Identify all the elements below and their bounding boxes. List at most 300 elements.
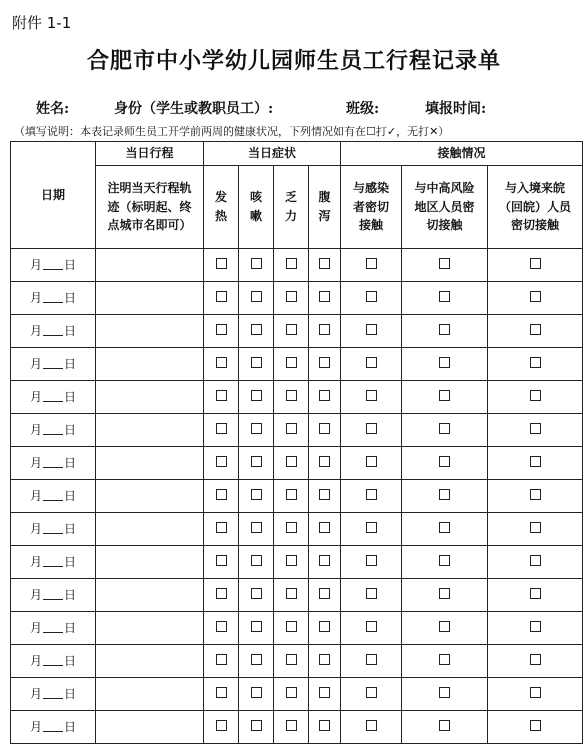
trip-cell[interactable] xyxy=(96,315,204,348)
checkbox[interactable] xyxy=(319,390,330,401)
checkbox[interactable] xyxy=(286,423,297,434)
checkbox[interactable] xyxy=(439,555,450,566)
month-label: 月 xyxy=(29,521,42,536)
checkbox[interactable] xyxy=(251,588,262,599)
trip-cell[interactable] xyxy=(96,480,204,513)
table-row xyxy=(11,381,583,414)
date-cell[interactable] xyxy=(11,546,96,579)
symptom-checkbox-cell xyxy=(274,711,309,744)
symptom-header-3: 腹泻 xyxy=(309,166,341,249)
symptom-checkbox-cell xyxy=(309,381,341,414)
symptom-checkbox-cell xyxy=(274,249,309,282)
symptom-checkbox-cell xyxy=(239,645,274,678)
trip-cell[interactable] xyxy=(96,381,204,414)
symptom-checkbox-cell xyxy=(239,282,274,315)
symptom-checkbox-cell xyxy=(274,414,309,447)
symptom-checkbox-cell xyxy=(204,381,239,414)
contact-checkbox-cell xyxy=(488,678,583,711)
date-cell[interactable] xyxy=(11,711,96,744)
table-row xyxy=(11,579,583,612)
checkbox[interactable] xyxy=(286,588,297,599)
symptom-checkbox-cell xyxy=(274,645,309,678)
checkbox[interactable] xyxy=(216,456,227,467)
symptom-checkbox-cell xyxy=(204,282,239,315)
date-cell[interactable] xyxy=(11,645,96,678)
checkbox[interactable] xyxy=(530,654,541,665)
checkbox[interactable] xyxy=(216,390,227,401)
contact-checkbox-cell xyxy=(341,645,402,678)
checkbox[interactable] xyxy=(439,390,450,401)
checkbox[interactable] xyxy=(216,654,227,665)
symptom-checkbox-cell xyxy=(309,282,341,315)
checkbox[interactable] xyxy=(366,654,377,665)
day-blank[interactable] xyxy=(43,292,63,303)
day-label: 日 xyxy=(64,554,77,569)
symptom-checkbox-cell xyxy=(204,315,239,348)
day-blank[interactable] xyxy=(43,358,63,369)
checkbox[interactable] xyxy=(251,621,262,632)
checkbox[interactable] xyxy=(286,291,297,302)
day-blank[interactable] xyxy=(43,424,63,435)
trip-cell[interactable] xyxy=(96,546,204,579)
checkbox[interactable] xyxy=(439,687,450,698)
checkbox[interactable] xyxy=(319,687,330,698)
checkbox[interactable] xyxy=(251,423,262,434)
fill-time-field-label: 填报时间: xyxy=(425,101,487,117)
contact-group-header: 接触情况 xyxy=(341,142,583,166)
trip-cell[interactable] xyxy=(96,447,204,480)
day-label: 日 xyxy=(64,356,77,371)
symptom-checkbox-cell xyxy=(204,711,239,744)
symptom-checkbox-cell xyxy=(239,249,274,282)
trip-description-header: 注明当天行程轨迹（标明起、终点城市名即可） xyxy=(96,166,204,249)
fill-instructions: （填写说明：本表记录师生员工开学前两周的健康状况，下列情况如有在☐打✓，无打✕） xyxy=(14,125,450,138)
contact-checkbox-cell xyxy=(488,381,583,414)
checkbox[interactable] xyxy=(319,324,330,335)
month-label: 月 xyxy=(29,554,42,569)
trip-cell[interactable] xyxy=(96,414,204,447)
checkbox[interactable] xyxy=(530,390,541,401)
checkbox[interactable] xyxy=(251,324,262,335)
checkbox[interactable] xyxy=(216,324,227,335)
checkbox[interactable] xyxy=(439,489,450,500)
contact-checkbox-cell xyxy=(341,480,402,513)
contact-checkbox-cell xyxy=(402,315,488,348)
contact-checkbox-cell xyxy=(402,480,488,513)
symptom-checkbox-cell xyxy=(274,348,309,381)
checkbox[interactable] xyxy=(366,720,377,731)
symptom-checkbox-cell xyxy=(239,381,274,414)
table-row xyxy=(11,645,583,678)
contact-checkbox-cell xyxy=(341,348,402,381)
checkbox[interactable] xyxy=(319,654,330,665)
checkbox[interactable] xyxy=(366,522,377,533)
checkbox[interactable] xyxy=(530,522,541,533)
symptom-checkbox-cell xyxy=(204,480,239,513)
symptom-checkbox-cell xyxy=(274,546,309,579)
symptom-header-2: 乏力 xyxy=(274,166,309,249)
symptom-checkbox-cell xyxy=(239,711,274,744)
checkbox[interactable] xyxy=(286,258,297,269)
contact-checkbox-cell xyxy=(341,447,402,480)
date-cell[interactable] xyxy=(11,249,96,282)
trip-cell[interactable] xyxy=(96,282,204,315)
symptom-checkbox-cell xyxy=(204,546,239,579)
name-field-label: 姓名: xyxy=(36,101,70,117)
checkbox[interactable] xyxy=(530,258,541,269)
symptoms-group-header: 当日症状 xyxy=(204,142,341,166)
day-label: 日 xyxy=(64,488,77,503)
symptom-checkbox-cell xyxy=(204,414,239,447)
symptom-checkbox-cell xyxy=(239,546,274,579)
symptom-checkbox-cell xyxy=(309,447,341,480)
day-label: 日 xyxy=(64,422,77,437)
table-row xyxy=(11,315,583,348)
day-blank[interactable] xyxy=(43,622,63,633)
symptom-checkbox-cell xyxy=(274,513,309,546)
month-label: 月 xyxy=(29,290,42,305)
symptom-checkbox-cell xyxy=(274,480,309,513)
day-label: 日 xyxy=(64,686,77,701)
checkbox[interactable] xyxy=(216,522,227,533)
day-blank[interactable] xyxy=(43,556,63,567)
symptom-checkbox-cell xyxy=(204,579,239,612)
contact-checkbox-cell xyxy=(341,282,402,315)
table-row xyxy=(11,678,583,711)
checkbox[interactable] xyxy=(319,456,330,467)
checkbox[interactable] xyxy=(286,555,297,566)
checkbox[interactable] xyxy=(319,555,330,566)
checkbox[interactable] xyxy=(319,258,330,269)
date-cell[interactable] xyxy=(11,612,96,645)
contact-checkbox-cell xyxy=(402,414,488,447)
checkbox[interactable] xyxy=(216,588,227,599)
contact-checkbox-cell xyxy=(488,447,583,480)
contact-checkbox-cell xyxy=(488,579,583,612)
contact-checkbox-cell xyxy=(341,678,402,711)
day-blank[interactable] xyxy=(43,391,63,402)
contact-checkbox-cell xyxy=(488,348,583,381)
day-blank[interactable] xyxy=(43,523,63,534)
day-label: 日 xyxy=(64,455,77,470)
trip-cell[interactable] xyxy=(96,579,204,612)
checkbox[interactable] xyxy=(286,687,297,698)
checkbox[interactable] xyxy=(251,555,262,566)
checkbox[interactable] xyxy=(251,522,262,533)
checkbox[interactable] xyxy=(319,720,330,731)
day-label: 日 xyxy=(64,521,77,536)
contact-checkbox-cell xyxy=(488,414,583,447)
symptom-checkbox-cell xyxy=(309,315,341,348)
contact-checkbox-cell xyxy=(402,612,488,645)
contact-checkbox-cell xyxy=(488,645,583,678)
day-blank[interactable] xyxy=(43,325,63,336)
contact-checkbox-cell xyxy=(341,546,402,579)
contact-checkbox-cell xyxy=(402,249,488,282)
symptom-header-1: 咳嗽 xyxy=(239,166,274,249)
symptom-checkbox-cell xyxy=(239,480,274,513)
day-label: 日 xyxy=(64,323,77,338)
checkbox[interactable] xyxy=(319,522,330,533)
date-cell[interactable] xyxy=(11,513,96,546)
symptom-checkbox-cell xyxy=(309,414,341,447)
checkbox[interactable] xyxy=(366,588,377,599)
contact-checkbox-cell xyxy=(402,678,488,711)
checkbox[interactable] xyxy=(216,489,227,500)
date-cell[interactable] xyxy=(11,282,96,315)
contact-header-2: 与入境来皖（回皖）人员密切接触 xyxy=(488,166,583,249)
checkbox[interactable] xyxy=(216,258,227,269)
class-field-label: 班级: xyxy=(346,101,380,117)
checkbox[interactable] xyxy=(319,291,330,302)
symptom-checkbox-cell xyxy=(204,645,239,678)
month-label: 月 xyxy=(29,653,42,668)
table-row xyxy=(11,348,583,381)
symptom-checkbox-cell xyxy=(274,612,309,645)
checkbox[interactable] xyxy=(530,720,541,731)
contact-checkbox-cell xyxy=(488,249,583,282)
contact-checkbox-cell xyxy=(341,579,402,612)
checkbox[interactable] xyxy=(251,390,262,401)
checkbox[interactable] xyxy=(251,687,262,698)
contact-checkbox-cell xyxy=(341,513,402,546)
contact-header-1: 与中高风险地区人员密切接触 xyxy=(402,166,488,249)
day-blank[interactable] xyxy=(43,688,63,699)
date-cell[interactable] xyxy=(11,480,96,513)
symptom-checkbox-cell xyxy=(239,513,274,546)
checkbox[interactable] xyxy=(439,258,450,269)
day-label: 日 xyxy=(64,257,77,272)
checkbox[interactable] xyxy=(286,489,297,500)
month-label: 月 xyxy=(29,389,42,404)
checkbox[interactable] xyxy=(216,621,227,632)
checkbox[interactable] xyxy=(439,324,450,335)
month-label: 月 xyxy=(29,719,42,734)
contact-checkbox-cell xyxy=(488,612,583,645)
checkbox[interactable] xyxy=(286,456,297,467)
symptom-checkbox-cell xyxy=(309,348,341,381)
checkbox[interactable] xyxy=(286,720,297,731)
checkbox[interactable] xyxy=(251,357,262,368)
contact-checkbox-cell xyxy=(402,579,488,612)
checkbox[interactable] xyxy=(530,423,541,434)
date-header: 日期 xyxy=(11,142,96,249)
symptom-checkbox-cell xyxy=(239,612,274,645)
day-label: 日 xyxy=(64,290,77,305)
checkbox[interactable] xyxy=(439,621,450,632)
checkbox[interactable] xyxy=(366,621,377,632)
contact-checkbox-cell xyxy=(488,315,583,348)
checkbox[interactable] xyxy=(216,357,227,368)
checkbox[interactable] xyxy=(286,654,297,665)
table-row xyxy=(11,612,583,645)
form-fields-row xyxy=(0,98,588,118)
symptom-checkbox-cell xyxy=(239,315,274,348)
checkbox[interactable] xyxy=(530,357,541,368)
checkbox[interactable] xyxy=(216,423,227,434)
date-cell[interactable] xyxy=(11,315,96,348)
checkbox[interactable] xyxy=(366,291,377,302)
symptom-checkbox-cell xyxy=(204,249,239,282)
symptom-checkbox-cell xyxy=(309,249,341,282)
symptom-checkbox-cell xyxy=(274,447,309,480)
date-cell[interactable] xyxy=(11,381,96,414)
checkbox[interactable] xyxy=(286,357,297,368)
trip-cell[interactable] xyxy=(96,249,204,282)
checkbox[interactable] xyxy=(439,357,450,368)
trip-cell[interactable] xyxy=(96,612,204,645)
checkbox[interactable] xyxy=(439,588,450,599)
symptom-checkbox-cell xyxy=(309,513,341,546)
checkbox[interactable] xyxy=(366,456,377,467)
symptom-checkbox-cell xyxy=(239,579,274,612)
checkbox[interactable] xyxy=(251,258,262,269)
contact-checkbox-cell xyxy=(488,546,583,579)
symptom-checkbox-cell xyxy=(204,678,239,711)
symptom-checkbox-cell xyxy=(309,480,341,513)
trip-cell[interactable] xyxy=(96,348,204,381)
month-label: 月 xyxy=(29,455,42,470)
checkbox[interactable] xyxy=(439,423,450,434)
day-blank[interactable] xyxy=(43,589,63,600)
checkbox[interactable] xyxy=(530,489,541,500)
checkbox[interactable] xyxy=(286,324,297,335)
checkbox[interactable] xyxy=(530,555,541,566)
checkbox[interactable] xyxy=(439,720,450,731)
symptom-checkbox-cell xyxy=(309,579,341,612)
contact-checkbox-cell xyxy=(341,711,402,744)
contact-checkbox-cell xyxy=(402,447,488,480)
day-blank[interactable] xyxy=(43,259,63,270)
checkbox[interactable] xyxy=(216,555,227,566)
checkbox[interactable] xyxy=(319,357,330,368)
table-row xyxy=(11,480,583,513)
checkbox[interactable] xyxy=(251,720,262,731)
table-row xyxy=(11,282,583,315)
checkbox[interactable] xyxy=(216,687,227,698)
checkbox[interactable] xyxy=(439,291,450,302)
checkbox[interactable] xyxy=(286,522,297,533)
checkbox[interactable] xyxy=(319,621,330,632)
symptom-checkbox-cell xyxy=(309,546,341,579)
checkbox[interactable] xyxy=(286,390,297,401)
trip-record-table xyxy=(10,141,583,744)
month-label: 月 xyxy=(29,488,42,503)
checkbox[interactable] xyxy=(251,489,262,500)
symptom-checkbox-cell xyxy=(239,348,274,381)
checkbox[interactable] xyxy=(439,456,450,467)
form-title: 合肥市中小学幼儿园师生员工行程记录单 xyxy=(86,48,501,74)
month-label: 月 xyxy=(29,257,42,272)
trip-cell[interactable] xyxy=(96,711,204,744)
table-body xyxy=(11,249,583,744)
day-blank[interactable] xyxy=(43,490,63,501)
trip-cell[interactable] xyxy=(96,678,204,711)
contact-checkbox-cell xyxy=(402,645,488,678)
checkbox[interactable] xyxy=(319,588,330,599)
contact-checkbox-cell xyxy=(402,513,488,546)
symptom-checkbox-cell xyxy=(309,678,341,711)
symptom-checkbox-cell xyxy=(274,678,309,711)
symptom-checkbox-cell xyxy=(239,414,274,447)
symptom-checkbox-cell xyxy=(204,513,239,546)
checkbox[interactable] xyxy=(366,489,377,500)
checkbox[interactable] xyxy=(366,423,377,434)
checkbox[interactable] xyxy=(216,291,227,302)
month-label: 月 xyxy=(29,686,42,701)
checkbox[interactable] xyxy=(530,588,541,599)
contact-checkbox-cell xyxy=(488,513,583,546)
date-cell[interactable] xyxy=(11,414,96,447)
contact-checkbox-cell xyxy=(402,348,488,381)
date-cell[interactable] xyxy=(11,579,96,612)
symptom-checkbox-cell xyxy=(239,447,274,480)
month-label: 月 xyxy=(29,620,42,635)
checkbox[interactable] xyxy=(251,291,262,302)
day-blank[interactable] xyxy=(43,655,63,666)
day-blank[interactable] xyxy=(43,457,63,468)
day-label: 日 xyxy=(64,620,77,635)
checkbox[interactable] xyxy=(366,390,377,401)
checkbox[interactable] xyxy=(366,324,377,335)
trip-cell[interactable] xyxy=(96,513,204,546)
contact-checkbox-cell xyxy=(488,480,583,513)
checkbox[interactable] xyxy=(366,687,377,698)
symptom-checkbox-cell xyxy=(204,447,239,480)
checkbox[interactable] xyxy=(439,654,450,665)
symptom-checkbox-cell xyxy=(204,612,239,645)
date-cell[interactable] xyxy=(11,348,96,381)
checkbox[interactable] xyxy=(530,621,541,632)
symptom-checkbox-cell xyxy=(274,315,309,348)
checkbox[interactable] xyxy=(366,258,377,269)
day-blank[interactable] xyxy=(43,721,63,732)
checkbox[interactable] xyxy=(216,720,227,731)
symptom-checkbox-cell xyxy=(239,678,274,711)
checkbox[interactable] xyxy=(319,423,330,434)
table-row xyxy=(11,513,583,546)
day-label: 日 xyxy=(64,719,77,734)
table-row xyxy=(11,249,583,282)
checkbox[interactable] xyxy=(366,357,377,368)
contact-checkbox-cell xyxy=(488,711,583,744)
checkbox[interactable] xyxy=(286,621,297,632)
trip-cell[interactable] xyxy=(96,645,204,678)
checkbox[interactable] xyxy=(366,555,377,566)
symptom-checkbox-cell xyxy=(309,645,341,678)
checkbox[interactable] xyxy=(530,687,541,698)
month-label: 月 xyxy=(29,587,42,602)
contact-checkbox-cell xyxy=(402,282,488,315)
month-label: 月 xyxy=(29,422,42,437)
contact-checkbox-cell xyxy=(341,612,402,645)
contact-checkbox-cell xyxy=(341,381,402,414)
table-row xyxy=(11,447,583,480)
symptom-header-0: 发热 xyxy=(204,166,239,249)
checkbox[interactable] xyxy=(319,489,330,500)
checkbox[interactable] xyxy=(251,456,262,467)
checkbox[interactable] xyxy=(251,654,262,665)
date-cell[interactable] xyxy=(11,447,96,480)
checkbox[interactable] xyxy=(530,324,541,335)
checkbox[interactable] xyxy=(439,522,450,533)
symptom-checkbox-cell xyxy=(204,348,239,381)
trip-group-header: 当日行程 xyxy=(96,142,204,166)
date-cell[interactable] xyxy=(11,678,96,711)
checkbox[interactable] xyxy=(530,291,541,302)
identity-field-label: 身份（学生或教职员工）: xyxy=(114,101,274,117)
checkbox[interactable] xyxy=(530,456,541,467)
